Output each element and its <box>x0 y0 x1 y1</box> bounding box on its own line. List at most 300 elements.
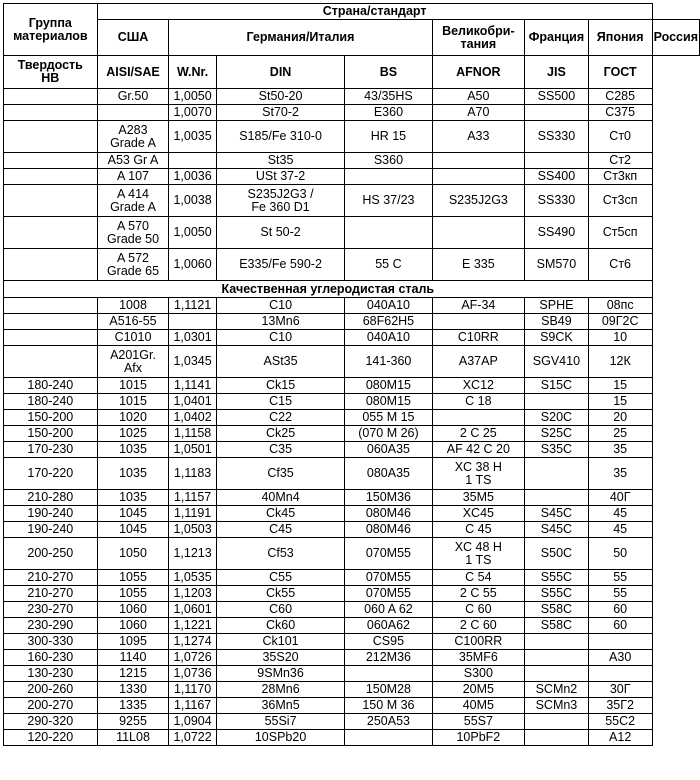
cell-aisi-sae <box>97 602 169 618</box>
cell-value: 250A53 <box>366 714 410 728</box>
cell-value: 150-200 <box>27 426 74 440</box>
cell-din <box>216 506 344 522</box>
country-label: США <box>117 30 149 44</box>
cell-gost <box>588 169 652 185</box>
cell-afnor <box>432 314 525 330</box>
cell-value: 1,0345 <box>173 354 212 368</box>
cell-hardness <box>4 490 98 506</box>
table-row <box>4 89 700 105</box>
cell-value: 2 C 55 <box>459 586 497 600</box>
cell-value: 060 A 62 <box>364 602 413 616</box>
cell-value: 212M36 <box>365 650 412 664</box>
cell-aisi-sae <box>97 586 169 602</box>
cell-value: XC12 <box>462 378 494 392</box>
cell-value: 210-270 <box>27 570 74 584</box>
table-row <box>4 121 700 153</box>
table-body <box>4 4 700 746</box>
cell-value: Ст3сп <box>602 193 638 207</box>
country-label: Япония <box>596 30 644 44</box>
group-header <box>4 4 98 56</box>
cell-value: 1,0726 <box>173 650 212 664</box>
cell-hardness <box>4 666 98 682</box>
cell-value: 35S20 <box>262 650 299 664</box>
cell-wnr <box>169 105 216 121</box>
cell-wnr <box>169 185 216 217</box>
cell-hardness <box>4 602 98 618</box>
cell-hardness <box>4 346 98 378</box>
table-row <box>4 730 700 746</box>
cell-value: ASt35 <box>263 354 298 368</box>
cell-aisi-sae <box>97 442 169 458</box>
cell-jis <box>525 330 589 346</box>
cell-jis <box>525 298 589 314</box>
cell-jis <box>525 458 589 490</box>
cell-aisi-sae <box>97 153 169 169</box>
cell-bs <box>345 346 432 378</box>
cell-bs <box>345 121 432 153</box>
cell-hardness <box>4 217 98 249</box>
cell-jis <box>525 378 589 394</box>
cell-value: A283 Grade A <box>110 122 156 150</box>
cell-din <box>216 650 344 666</box>
cell-jis <box>525 314 589 330</box>
cell-wnr <box>169 410 216 426</box>
cell-value: 230-290 <box>27 618 74 632</box>
cell-value: 1,1121 <box>173 298 212 312</box>
cell-value: 1,0038 <box>173 193 212 207</box>
standard-din: DIN <box>216 56 344 89</box>
cell-value: E360 <box>373 105 404 119</box>
cell-value: S360 <box>373 153 404 167</box>
cell-value: Cf35 <box>267 466 294 480</box>
cell-value: 1,1141 <box>173 378 212 392</box>
cell-value: 210-270 <box>27 586 74 600</box>
country-label: Россия <box>653 30 698 44</box>
cell-value: 040A10 <box>366 298 410 312</box>
cell-value: AF-34 <box>461 298 496 312</box>
cell-value: 55 <box>613 570 628 584</box>
cell-value: AF 42 C 20 <box>446 442 510 456</box>
cell-jis <box>525 121 589 153</box>
cell-hardness <box>4 570 98 586</box>
cell-value: SS400 <box>537 169 576 183</box>
cell-din <box>216 682 344 698</box>
cell-hardness <box>4 458 98 490</box>
cell-gost <box>588 378 652 394</box>
cell-jis <box>525 169 589 185</box>
cell-din <box>216 730 344 746</box>
cell-jis <box>525 602 589 618</box>
cell-bs <box>345 714 432 730</box>
steel-grade-comparison-table <box>3 3 700 746</box>
cell-value: S45C <box>540 506 573 520</box>
cell-value: 12К <box>609 354 631 368</box>
cell-value: 50 <box>613 546 628 560</box>
cell-value: 070M55 <box>365 586 412 600</box>
cell-jis <box>525 650 589 666</box>
table-row <box>4 634 700 650</box>
cell-gost <box>588 89 652 105</box>
cell-jis <box>525 618 589 634</box>
cell-aisi-sae <box>97 217 169 249</box>
cell-value: SB49 <box>541 314 572 328</box>
cell-value: S235J2G3 <box>448 193 508 207</box>
cell-value: E 335 <box>462 257 495 271</box>
cell-value: 36Mn5 <box>261 698 300 712</box>
cell-value: XC 38 H 1 TS <box>454 459 502 487</box>
standard-gost: ГОСТ <box>588 56 652 89</box>
cell-afnor <box>432 330 525 346</box>
cell-hardness <box>4 314 98 330</box>
cell-hardness <box>4 538 98 570</box>
table-row <box>4 330 700 346</box>
cell-value: A 414 Grade A <box>110 186 156 214</box>
cell-jis <box>525 426 589 442</box>
cell-value: 1,1183 <box>173 466 212 480</box>
cell-aisi-sae <box>97 618 169 634</box>
cell-wnr <box>169 682 216 698</box>
cell-value: 55Si7 <box>264 714 297 728</box>
cell-hardness <box>4 185 98 217</box>
cell-value: 070M55 <box>365 546 412 560</box>
cell-value: Ст3кп <box>603 169 638 183</box>
cell-hardness <box>4 586 98 602</box>
cell-bs <box>345 730 432 746</box>
cell-bs <box>345 666 432 682</box>
cell-afnor <box>432 730 525 746</box>
cell-value: 150M28 <box>365 682 412 696</box>
cell-afnor <box>432 698 525 714</box>
cell-din <box>216 490 344 506</box>
table-row <box>4 298 700 314</box>
cell-wnr <box>169 346 216 378</box>
cell-value: 1,1191 <box>173 506 212 520</box>
cell-value: 200-270 <box>27 698 74 712</box>
cell-value: 1045 <box>119 522 147 536</box>
cell-value: (070 M 26) <box>358 426 419 440</box>
cell-value: 60 <box>613 602 628 616</box>
cell-wnr <box>169 490 216 506</box>
cell-wnr <box>169 506 216 522</box>
cell-aisi-sae <box>97 634 169 650</box>
cell-value: A50 <box>467 89 490 103</box>
cell-bs <box>345 169 432 185</box>
table-row <box>4 426 700 442</box>
cell-value: S9CK <box>540 330 573 344</box>
cell-value: St50-20 <box>258 89 303 103</box>
cell-aisi-sae <box>97 650 169 666</box>
cell-din <box>216 378 344 394</box>
cell-jis <box>525 153 589 169</box>
cell-value: 170-230 <box>27 442 74 456</box>
cell-aisi-sae <box>97 698 169 714</box>
cell-din <box>216 522 344 538</box>
cell-aisi-sae <box>97 185 169 217</box>
cell-value: C60 <box>269 602 293 616</box>
cell-value: S235J2G3 / Fe 360 D1 <box>247 186 314 214</box>
cell-value: 150-200 <box>27 410 74 424</box>
cell-gost <box>588 121 652 153</box>
cell-value: C55 <box>269 570 293 584</box>
cell-gost <box>588 217 652 249</box>
cell-value: 080M46 <box>365 522 412 536</box>
cell-gost <box>588 602 652 618</box>
cell-value: 68F62H5 <box>362 314 415 328</box>
cell-wnr <box>169 666 216 682</box>
cell-wnr <box>169 698 216 714</box>
cell-din <box>216 618 344 634</box>
cell-din <box>216 394 344 410</box>
cell-value: A 570 Grade 50 <box>106 218 160 246</box>
cell-value: 45 <box>613 506 628 520</box>
cell-din <box>216 346 344 378</box>
cell-value: HS 37/23 <box>362 193 415 207</box>
cell-gost <box>588 522 652 538</box>
cell-gost <box>588 314 652 330</box>
cell-value: A 572 Grade 65 <box>106 250 160 278</box>
cell-bs <box>345 89 432 105</box>
cell-bs <box>345 426 432 442</box>
cell-value: 1,0050 <box>173 89 212 103</box>
table-row <box>4 217 700 249</box>
cell-value: S20C <box>540 410 573 424</box>
cell-wnr <box>169 426 216 442</box>
cell-value: 10 <box>613 330 628 344</box>
cell-value: 40Г <box>609 490 631 504</box>
cell-aisi-sae <box>97 490 169 506</box>
cell-jis <box>525 682 589 698</box>
cell-wnr <box>169 217 216 249</box>
cell-aisi-sae <box>97 105 169 121</box>
cell-value: 1,0070 <box>173 105 212 119</box>
cell-bs <box>345 506 432 522</box>
cell-value: 1,0503 <box>173 522 212 536</box>
cell-jis <box>525 666 589 682</box>
cell-value: C100RR <box>454 634 503 648</box>
cell-hardness <box>4 410 98 426</box>
cell-wnr <box>169 602 216 618</box>
cell-value: 1,1170 <box>173 682 212 696</box>
table-row <box>4 698 700 714</box>
cell-jis <box>525 714 589 730</box>
cell-value: S25C <box>540 426 573 440</box>
cell-wnr <box>169 298 216 314</box>
cell-value: SS500 <box>537 89 576 103</box>
cell-value: Cf53 <box>267 546 294 560</box>
cell-jis <box>525 185 589 217</box>
cell-bs <box>345 298 432 314</box>
cell-gost <box>588 634 652 650</box>
standard-afnor: AFNOR <box>432 56 525 89</box>
cell-afnor <box>432 298 525 314</box>
cell-value: 1,1274 <box>173 634 212 648</box>
cell-jis <box>525 249 589 281</box>
cell-value: 200-260 <box>27 682 74 696</box>
cell-din <box>216 169 344 185</box>
cell-bs <box>345 314 432 330</box>
cell-value: 35M5 <box>462 490 494 504</box>
cell-gost <box>588 506 652 522</box>
cell-wnr <box>169 442 216 458</box>
cell-bs <box>345 570 432 586</box>
cell-gost <box>588 586 652 602</box>
cell-afnor <box>432 346 525 378</box>
cell-value: SM570 <box>536 257 577 271</box>
cell-hardness <box>4 506 98 522</box>
cell-bs <box>345 490 432 506</box>
cell-value: 200-250 <box>27 546 74 560</box>
cell-value: 1015 <box>119 394 147 408</box>
cell-value: 1215 <box>119 666 147 680</box>
cell-afnor <box>432 570 525 586</box>
cell-wnr <box>169 650 216 666</box>
cell-jis <box>525 586 589 602</box>
cell-afnor <box>432 378 525 394</box>
cell-value: 1,0535 <box>173 570 212 584</box>
cell-value: S300 <box>463 666 493 680</box>
cell-value: A70 <box>467 105 490 119</box>
cell-value: 080M15 <box>365 394 412 408</box>
cell-gost <box>588 410 652 426</box>
cell-value: 43/35HS <box>364 89 413 103</box>
cell-value: 1,0301 <box>173 330 212 344</box>
table-row <box>4 714 700 730</box>
cell-afnor <box>432 522 525 538</box>
cell-din <box>216 698 344 714</box>
table-row <box>4 538 700 570</box>
cell-bs <box>345 249 432 281</box>
cell-value: XC45 <box>462 506 494 520</box>
cell-value: 1,0036 <box>173 169 212 183</box>
cell-aisi-sae <box>97 538 169 570</box>
header-row-countries <box>4 20 700 56</box>
cell-wnr <box>169 314 216 330</box>
cell-value: 1008 <box>119 298 147 312</box>
cell-hardness <box>4 330 98 346</box>
cell-value: Ck15 <box>265 378 296 392</box>
cell-value: 1,0050 <box>173 225 212 239</box>
table-row <box>4 490 700 506</box>
cell-value: S55C <box>540 570 573 584</box>
cell-value: 170-220 <box>27 466 74 480</box>
cell-value: 1060 <box>119 618 147 632</box>
cell-din <box>216 121 344 153</box>
cell-din <box>216 89 344 105</box>
cell-value: 1015 <box>119 378 147 392</box>
cell-value: XC 48 H 1 TS <box>454 539 502 567</box>
cell-value: 25 <box>613 426 628 440</box>
cell-gost <box>588 394 652 410</box>
cell-din <box>216 538 344 570</box>
cell-value: 040A10 <box>366 330 410 344</box>
cell-gost <box>588 490 652 506</box>
cell-value: 9SMn36 <box>257 666 304 680</box>
standard-aisi-sae: AISI/SAE <box>97 56 169 89</box>
cell-aisi-sae <box>97 682 169 698</box>
cell-value: Ck101 <box>262 634 299 648</box>
cell-value: S50C <box>540 546 573 560</box>
cell-value: 15 <box>613 394 628 408</box>
cell-value: St70-2 <box>262 105 299 119</box>
cell-aisi-sae <box>97 666 169 682</box>
section-row <box>4 281 700 298</box>
table-row <box>4 105 700 121</box>
cell-value: 35 <box>613 442 628 456</box>
country-label: Франция <box>528 30 585 44</box>
table-row <box>4 394 700 410</box>
cell-value: A 107 <box>117 169 149 183</box>
cell-hardness <box>4 618 98 634</box>
cell-hardness <box>4 394 98 410</box>
cell-value: 40M5 <box>462 698 494 712</box>
cell-bs <box>345 185 432 217</box>
cell-afnor <box>432 634 525 650</box>
cell-afnor <box>432 458 525 490</box>
table-row <box>4 378 700 394</box>
cell-value: 30Г <box>609 682 631 696</box>
cell-wnr <box>169 330 216 346</box>
cell-value: A201Gr. Afx <box>110 347 156 375</box>
cell-afnor <box>432 185 525 217</box>
cell-aisi-sae <box>97 298 169 314</box>
cell-value: 290-320 <box>27 714 74 728</box>
cell-value: A12 <box>609 730 632 744</box>
cell-aisi-sae <box>97 522 169 538</box>
cell-jis <box>525 410 589 426</box>
cell-value: S58C <box>540 602 573 616</box>
cell-hardness <box>4 442 98 458</box>
cell-value: C10 <box>269 298 293 312</box>
standard-bs: BS <box>345 56 432 89</box>
cell-bs <box>345 378 432 394</box>
cell-value: 55C2 <box>605 714 636 728</box>
cell-din <box>216 666 344 682</box>
cell-value: Ck45 <box>265 506 296 520</box>
cell-jis <box>525 506 589 522</box>
cell-afnor <box>432 618 525 634</box>
cell-gost <box>588 249 652 281</box>
cell-gost <box>588 442 652 458</box>
cell-wnr <box>169 730 216 746</box>
cell-value: 2 C 60 <box>459 618 497 632</box>
cell-value: 1035 <box>119 466 147 480</box>
cell-jis <box>525 522 589 538</box>
cell-hardness <box>4 698 98 714</box>
cell-aisi-sae <box>97 346 169 378</box>
hardness-label: Твердость НВ <box>17 58 83 85</box>
cell-jis <box>525 105 589 121</box>
table-row <box>4 602 700 618</box>
cell-value: S185/Fe 310-0 <box>239 129 322 143</box>
cell-afnor <box>432 682 525 698</box>
cell-afnor <box>432 89 525 105</box>
cell-value: C375 <box>605 105 636 119</box>
cell-aisi-sae <box>97 394 169 410</box>
cell-value: 55S7 <box>463 714 493 728</box>
cell-gost <box>588 185 652 217</box>
cell-hardness <box>4 378 98 394</box>
cell-value: A53 Gr A <box>107 153 159 167</box>
cell-din <box>216 410 344 426</box>
cell-din <box>216 714 344 730</box>
cell-din <box>216 426 344 442</box>
cell-value: Ст0 <box>609 129 632 143</box>
cell-value: 1025 <box>119 426 147 440</box>
cell-value: SS490 <box>537 225 576 239</box>
cell-value: 60 <box>613 618 628 632</box>
cell-value: 10SPb20 <box>254 730 307 744</box>
cell-bs <box>345 618 432 634</box>
